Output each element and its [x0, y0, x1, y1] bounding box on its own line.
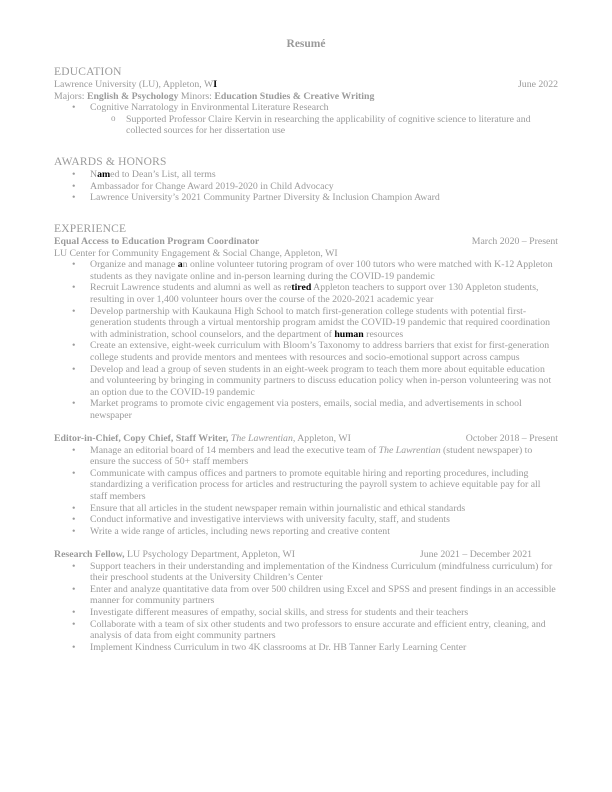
job-date: October 2018 – Present — [465, 433, 558, 445]
list-item: • Develop partnership with Kaukauna High School to match first-generation college students with potential first-generation students through a virtual mentorship program amidst the COVID-19 pandemic that required coordination with administration, school counselors, and the department of human resources — [54, 306, 558, 341]
education-heading: EDUCATION — [54, 66, 122, 78]
list-item: • Lawrence University’s 2021 Community Partner Diversity & Inclusion Champion Award — [54, 192, 558, 204]
list-item: • Develop and lead a group of seven students in an eight-week program to teach them more about equitable education and volunteering by bringing in community partners to discuss education policy when in-person volunteering was not an option due to the COVID-19 pandemic — [54, 364, 558, 399]
list-item: • Support teachers in their understanding and implementation of the Kindness Curriculum (mindfulness curriculum) for their preschool students at the University Children’s Center — [54, 561, 558, 584]
list-item: • Ambassador for Change Award 2019-2020 in Child Advocacy — [54, 181, 558, 193]
list-item: • Investigate different measures of empathy, social skills, and stress for students and their teachers — [54, 607, 558, 619]
awards-section — [54, 156, 558, 204]
list-item: • Communicate with campus offices and partners to promote equitable hiring and reporting procedures, including standardizing a verification process for articles and restructuring the payroll system to achieve equitable pay for all staff members — [54, 468, 558, 503]
education-school-row — [54, 79, 558, 91]
list-item: • Create an extensive, eight-week curriculum with Bloom’s Taxonomy to address barriers that exist for first-generation college students and provide mentors and mentees with resources and socio-emotional support across campus — [54, 340, 558, 363]
list-item: • Write a wide range of articles, including news reporting and creative content — [54, 526, 558, 538]
highlight-mark: a — [177, 259, 183, 271]
list-item: • Market programs to promote civic engagement via posters, emails, social media, and advertisements in school newspaper — [54, 398, 558, 421]
awards-bullets — [54, 169, 558, 204]
highlight-mark: am — [97, 169, 111, 180]
job-title: Equal Access to Education Program Coordinator — [54, 236, 260, 247]
list-item: • Collaborate with a team of six other students and two professors to ensure accurate and efficient entry, cleaning, and analysis of data from eight community partners — [54, 619, 558, 642]
education-date: June 2022 — [517, 79, 558, 90]
experience-heading: EXPERIENCE — [54, 223, 127, 235]
experience-section — [54, 223, 558, 653]
awards-heading: AWARDS & HONORS — [54, 156, 167, 168]
list-item: • Manage an editorial board of 14 members and lead the executive team of The Lawrentian (student newspaper) to ensure the success of 50+ staff members — [54, 445, 558, 468]
list-item: • Named to Dean’s List, all terms — [54, 169, 558, 181]
job-date: June 2021 – December 2021 — [419, 549, 532, 561]
list-item: • Ensure that all articles in the student newspaper remain within journalistic and ethical standards — [54, 503, 558, 515]
highlight-mark: I — [213, 79, 218, 90]
list-item: • Organize and manage an online volunteer tutoring program of over 100 tutors who were matched with K-12 Appleton students as they navigate online and in-person learning during the COVID-19 pandemic — [54, 259, 558, 282]
list-item: • Recruit Lawrence students and alumni as well as retired Appleton teachers to support over 130 Appleton students, resulting in over 1,400 volunteer hours over the course of the 2020-2021 academic year — [54, 282, 558, 305]
job-title-line: Editor-in-Chief, Copy Chief, Staff Writer, The Lawrentian, Appleton, WI — [54, 433, 351, 445]
job-bullets — [54, 561, 558, 654]
list-item: • Cognitive Narratology in Environmental Literature Research — [54, 102, 558, 114]
education-section — [54, 66, 558, 137]
job-editor — [54, 433, 558, 537]
education-bullets — [54, 102, 558, 137]
job-org: LU Center for Community Engagement & Social Change, Appleton, WI — [54, 247, 338, 259]
list-item: • Conduct informative and investigative interviews with university faculty, staff, and students — [54, 514, 558, 526]
job-date: March 2020 – Present — [471, 236, 558, 247]
majors-line: Majors: English & Psychology Minors: Education Studies & Creative Writing — [54, 90, 375, 102]
job-research — [54, 549, 558, 653]
list-item: • Implement Kindness Curriculum in two 4K classrooms at Dr. HB Tanner Early Learning Center — [54, 642, 558, 654]
school-line: Lawrence University (LU), Appleton, WI — [54, 79, 218, 90]
sub-list-item: o Supported Professor Claire Kervin in researching the applicability of cognitive science to literature and collected sources for her dissertation use — [54, 114, 558, 137]
job-coordinator — [54, 236, 558, 422]
newspaper-name: The Lawrentian — [230, 433, 293, 445]
page-title: Resumé — [286, 38, 326, 50]
job-bullets — [54, 259, 558, 421]
list-item: • Enter and analyze quantitative data from over 500 children using Excel and SPSS and present findings in an accessible manner for community partners — [54, 584, 558, 607]
highlight-mark: human — [334, 328, 364, 340]
job-title-line: Research Fellow, LU Psychology Department, Appleton, WI — [54, 549, 295, 561]
highlight-mark: tired — [291, 282, 312, 294]
job-bullets — [54, 445, 558, 538]
